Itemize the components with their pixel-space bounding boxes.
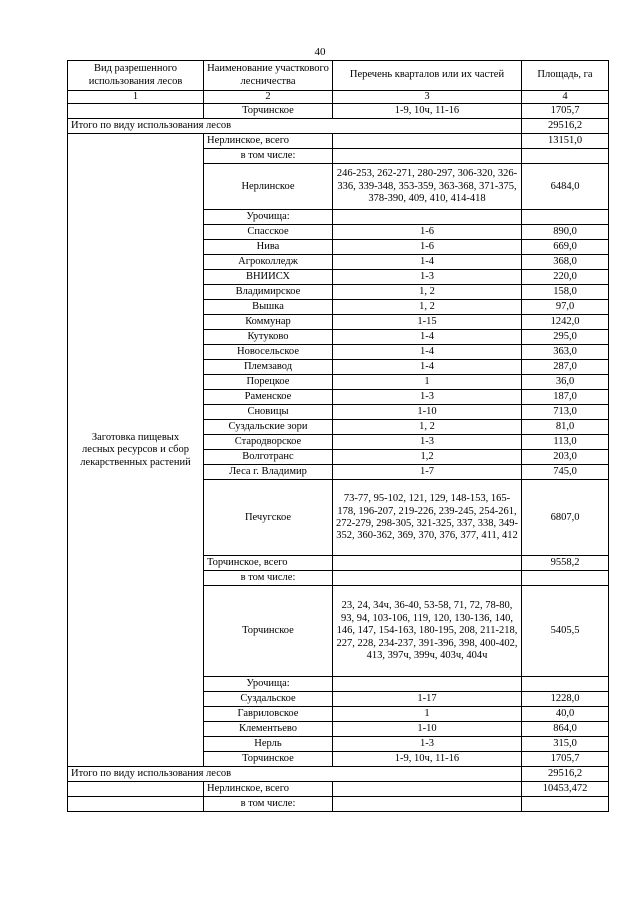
quarters-cell: 1, 2 bbox=[333, 285, 522, 300]
forestry-name-cell: Волготранс bbox=[204, 450, 333, 465]
quarters-cell: 1-4 bbox=[333, 360, 522, 375]
area-cell: 40,0 bbox=[522, 707, 609, 722]
quarters-cell: 1-10 bbox=[333, 722, 522, 737]
forestry-name-cell: в том числе: bbox=[204, 149, 333, 164]
forestry-name-cell: Суздальское bbox=[204, 692, 333, 707]
quarters-cell: 1 bbox=[333, 707, 522, 722]
forestry-name-cell: Торчинское bbox=[204, 586, 333, 677]
area-cell: 745,0 bbox=[522, 465, 609, 480]
quarters-cell: 23, 24, 34ч, 36-40, 53-58, 71, 72, 78-80, 93, 94, 103-106, 119, 120, 130-136, 140, 146, 147, 154-163, 180-195, 208, 211-218, 227, 228, 234-237, 391-396, 398, 400-402, 413, 397ч, 399ч, 403ч, 404ч bbox=[333, 586, 522, 677]
forestry-name-cell: Стародворское bbox=[204, 435, 333, 450]
forestry-name-cell: Владимирское bbox=[204, 285, 333, 300]
area-cell bbox=[522, 677, 609, 692]
area-cell bbox=[522, 571, 609, 586]
activity-cell: Заготовка пищевых лесных ресурсов и сбор лекарственных растений bbox=[68, 134, 204, 767]
quarters-cell: 1, 2 bbox=[333, 300, 522, 315]
area-cell bbox=[522, 797, 609, 812]
forestry-name-cell: Нерлинское, всего bbox=[204, 134, 333, 149]
total-row bbox=[68, 119, 609, 134]
header-row bbox=[68, 61, 609, 91]
area-cell: 1242,0 bbox=[522, 315, 609, 330]
total-row bbox=[68, 767, 609, 782]
header-area: Площадь, га bbox=[522, 61, 609, 91]
area-cell: 36,0 bbox=[522, 375, 609, 390]
area-cell: 13151,0 bbox=[522, 134, 609, 149]
area-cell: 1228,0 bbox=[522, 692, 609, 707]
forestry-name-cell: Агроколледж bbox=[204, 255, 333, 270]
quarters-cell: 1-7 bbox=[333, 465, 522, 480]
table-row bbox=[68, 104, 609, 119]
area-cell: 1705,7 bbox=[522, 104, 609, 119]
quarters-cell: 1-4 bbox=[333, 330, 522, 345]
area-cell: 6807,0 bbox=[522, 480, 609, 556]
forestry-name-cell: Леса г. Владимир bbox=[204, 465, 333, 480]
quarters-cell bbox=[333, 134, 522, 149]
area-cell: 1705,7 bbox=[522, 752, 609, 767]
table-row bbox=[68, 782, 609, 797]
quarters-cell: 1-6 bbox=[333, 225, 522, 240]
page-number: 40 bbox=[314, 46, 326, 58]
empty-cell bbox=[68, 797, 204, 812]
forestry-name-cell: в том числе: bbox=[204, 571, 333, 586]
total-area: 29516,2 bbox=[522, 767, 609, 782]
quarters-cell: 1-4 bbox=[333, 345, 522, 360]
forestry-name-cell: Клементьево bbox=[204, 722, 333, 737]
area-cell: 713,0 bbox=[522, 405, 609, 420]
quarters-cell bbox=[333, 797, 522, 812]
forestry-name-cell: Порецкое bbox=[204, 375, 333, 390]
area-cell: 187,0 bbox=[522, 390, 609, 405]
empty-cell bbox=[68, 104, 204, 119]
forestry-name-cell: Нерлинское, всего bbox=[204, 782, 333, 797]
table-row bbox=[68, 797, 609, 812]
area-cell: 203,0 bbox=[522, 450, 609, 465]
area-cell: 890,0 bbox=[522, 225, 609, 240]
area-cell: 287,0 bbox=[522, 360, 609, 375]
column-number-row bbox=[68, 91, 609, 104]
quarters-cell: 1 bbox=[333, 375, 522, 390]
quarters-cell: 1-9, 10ч, 11-16 bbox=[333, 104, 522, 119]
quarters-cell bbox=[333, 677, 522, 692]
quarters-cell: 1-3 bbox=[333, 270, 522, 285]
forestry-name-cell: Торчинское bbox=[204, 104, 333, 119]
column-number-4: 4 bbox=[522, 91, 609, 104]
forestry-name-cell: Новосельское bbox=[204, 345, 333, 360]
quarters-cell: 246-253, 262-271, 280-297, 306-320, 326-336, 339-348, 353-359, 363-368, 371-375, 378-390, 409, 410, 414-418 bbox=[333, 164, 522, 210]
quarters-cell: 1-3 bbox=[333, 435, 522, 450]
forestry-name-cell: Кутуково bbox=[204, 330, 333, 345]
forestry-name-cell: в том числе: bbox=[204, 797, 333, 812]
header-forestry-name: Наименование участкового лесничества bbox=[204, 61, 333, 91]
header-quarters: Перечень кварталов или их частей bbox=[333, 61, 522, 91]
quarters-cell bbox=[333, 782, 522, 797]
forestry-name-cell: Урочища: bbox=[204, 677, 333, 692]
area-cell: 158,0 bbox=[522, 285, 609, 300]
forestry-name-cell: Нива bbox=[204, 240, 333, 255]
forestry-name-cell: Суздальские зори bbox=[204, 420, 333, 435]
quarters-cell: 1, 2 bbox=[333, 420, 522, 435]
forestry-name-cell: Вышка bbox=[204, 300, 333, 315]
quarters-cell: 1-4 bbox=[333, 255, 522, 270]
forestry-name-cell: Нерлинское bbox=[204, 164, 333, 210]
area-cell: 81,0 bbox=[522, 420, 609, 435]
header-use-type: Вид разрешенного использования лесов bbox=[68, 61, 204, 91]
quarters-cell: 1-17 bbox=[333, 692, 522, 707]
area-cell: 363,0 bbox=[522, 345, 609, 360]
quarters-cell bbox=[333, 210, 522, 225]
column-number-1: 1 bbox=[68, 91, 204, 104]
total-area: 29516,2 bbox=[522, 119, 609, 134]
quarters-cell: 1-6 bbox=[333, 240, 522, 255]
quarters-cell: 1-3 bbox=[333, 390, 522, 405]
quarters-cell bbox=[333, 149, 522, 164]
forestry-name-cell: Спасское bbox=[204, 225, 333, 240]
area-cell: 368,0 bbox=[522, 255, 609, 270]
area-cell: 97,0 bbox=[522, 300, 609, 315]
quarters-cell: 1-9, 10ч, 11-16 bbox=[333, 752, 522, 767]
forestry-name-cell: Урочища: bbox=[204, 210, 333, 225]
area-cell: 6484,0 bbox=[522, 164, 609, 210]
forestry-name-cell: ВНИИСХ bbox=[204, 270, 333, 285]
total-label: Итого по виду использования лесов bbox=[68, 119, 522, 134]
forestry-name-cell: Печугское bbox=[204, 480, 333, 556]
area-cell: 10453,472 bbox=[522, 782, 609, 797]
forestry-name-cell: Раменское bbox=[204, 390, 333, 405]
quarters-cell: 1-10 bbox=[333, 405, 522, 420]
area-cell: 315,0 bbox=[522, 737, 609, 752]
area-cell: 295,0 bbox=[522, 330, 609, 345]
total-label: Итого по виду использования лесов bbox=[68, 767, 522, 782]
area-cell: 113,0 bbox=[522, 435, 609, 450]
quarters-cell: 1,2 bbox=[333, 450, 522, 465]
area-cell: 9558,2 bbox=[522, 556, 609, 571]
table-row bbox=[68, 134, 609, 149]
area-cell bbox=[522, 210, 609, 225]
forest-use-table bbox=[67, 60, 609, 812]
forestry-name-cell: Нерль bbox=[204, 737, 333, 752]
forestry-name-cell: Коммунар bbox=[204, 315, 333, 330]
quarters-cell: 73-77, 95-102, 121, 129, 148-153, 165-178, 196-207, 219-226, 239-245, 254-261, 272-279, 298-305, 321-325, 337, 338, 349-352, 360-362, 369, 370, 376, 377, 411, 412 bbox=[333, 480, 522, 556]
column-number-2: 2 bbox=[204, 91, 333, 104]
empty-cell bbox=[68, 782, 204, 797]
forestry-name-cell: Племзавод bbox=[204, 360, 333, 375]
forestry-name-cell: Торчинское, всего bbox=[204, 556, 333, 571]
area-cell: 220,0 bbox=[522, 270, 609, 285]
area-cell bbox=[522, 149, 609, 164]
quarters-cell bbox=[333, 556, 522, 571]
area-cell: 864,0 bbox=[522, 722, 609, 737]
quarters-cell bbox=[333, 571, 522, 586]
area-cell: 669,0 bbox=[522, 240, 609, 255]
quarters-cell: 1-15 bbox=[333, 315, 522, 330]
area-cell: 5405,5 bbox=[522, 586, 609, 677]
forestry-name-cell: Сновицы bbox=[204, 405, 333, 420]
forestry-name-cell: Торчинское bbox=[204, 752, 333, 767]
forestry-name-cell: Гавриловское bbox=[204, 707, 333, 722]
quarters-cell: 1-3 bbox=[333, 737, 522, 752]
column-number-3: 3 bbox=[333, 91, 522, 104]
